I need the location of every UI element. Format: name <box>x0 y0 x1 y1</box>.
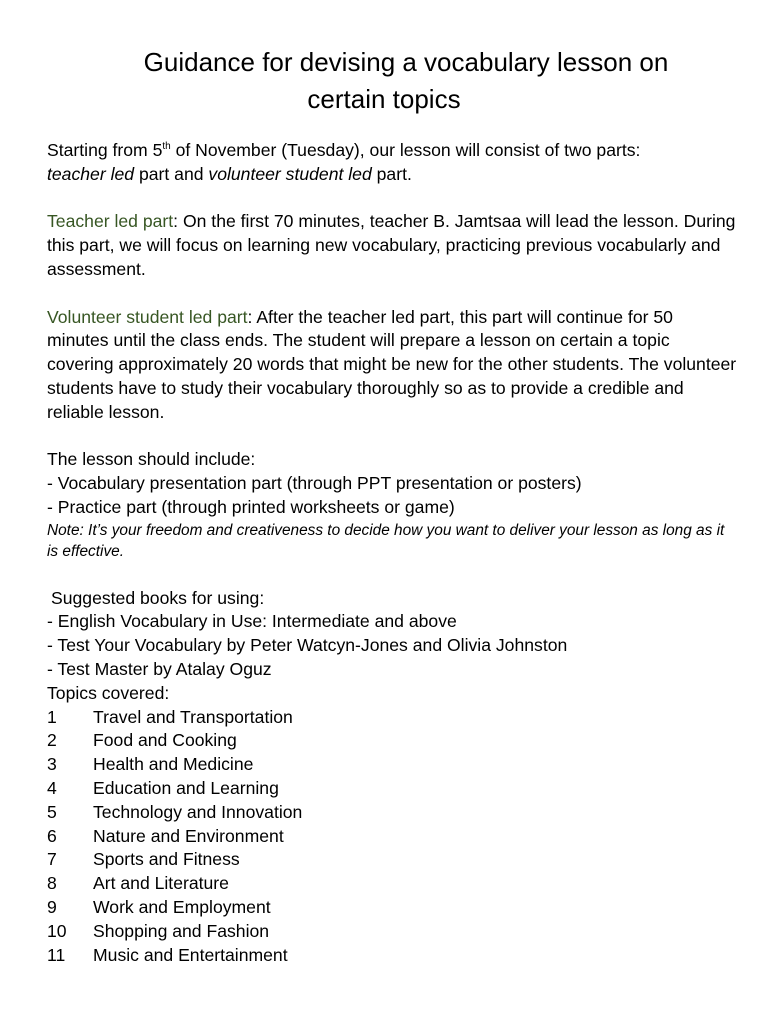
topic-number: 11 <box>47 944 66 965</box>
book-item: - English Vocabulary in Use: Intermediate and above <box>47 611 457 632</box>
document-body <box>47 139 737 967</box>
intro-start: Starting from 5 <box>47 140 163 160</box>
book-item: - Test Master by Atalay Oguz <box>47 658 272 679</box>
intro-paragraph <box>47 139 737 187</box>
topic-item <box>47 825 737 849</box>
topics-list <box>47 706 737 968</box>
topic-number: 6 <box>47 825 57 846</box>
topic-item <box>47 753 737 777</box>
topic-label: Sports and Fitness <box>93 849 240 870</box>
topic-number: 3 <box>47 754 57 775</box>
title-line-2: certain topics <box>307 84 461 114</box>
lesson-include-item: - Practice part (through printed worksheets or game) <box>47 496 455 517</box>
volunteer-part-heading: Volunteer student led part <box>47 306 248 327</box>
intro-mid: part and <box>134 163 209 184</box>
intro-part2: volunteer student led <box>208 163 372 184</box>
topic-item <box>47 872 737 896</box>
volunteer-part-paragraph <box>47 306 737 425</box>
topic-label: Technology and Innovation <box>93 801 303 822</box>
topic-label: Food and Cooking <box>93 730 237 751</box>
book-item: - Test Your Vocabulary by Peter Watcyn-Jones and Olivia Johnston <box>47 635 568 656</box>
topic-label: Work and Employment <box>93 896 271 917</box>
intro-rest: of November (Tuesday), our lesson will consist of two parts: <box>170 140 641 160</box>
teacher-part-paragraph <box>47 210 737 281</box>
lesson-include-item: - Vocabulary presentation part (through PPT presentation or posters) <box>47 473 582 494</box>
topic-item <box>47 848 737 872</box>
lesson-note: Note: It’s your freedom and creativeness to decide how you want to deliver your lesson as long as it is effective. <box>47 521 725 561</box>
books-heading: Suggested books for using: <box>51 587 265 608</box>
intro-part1: teacher led <box>47 163 135 184</box>
topic-number: 8 <box>47 873 57 894</box>
title-line-1: Guidance for devising a vocabulary lesson on <box>143 47 669 77</box>
topic-item <box>47 777 737 801</box>
topic-item <box>47 801 737 825</box>
volunteer-part-text: : After the teacher led part, this part will continue for 50 minutes until the class ends. The student will prepare a lesson on certain a topic covering approximately 20 words that might be new for the other students. The volunteer students have to study their vocabulary thoroughly so as to provide a credible and reliable lesson. <box>47 306 737 422</box>
document-title <box>0 44 768 118</box>
lesson-include-heading: The lesson should include: <box>47 449 256 470</box>
intro-superscript: th <box>162 141 171 152</box>
topic-number: 1 <box>47 706 57 727</box>
topic-item <box>47 706 737 730</box>
topic-number: 7 <box>47 849 57 870</box>
topic-item <box>47 944 737 968</box>
topic-item <box>47 920 737 944</box>
topic-label: Health and Medicine <box>93 754 254 775</box>
topic-number: 2 <box>47 730 57 751</box>
topic-number: 4 <box>47 777 57 798</box>
teacher-part-text: : On the first 70 minutes, teacher B. Jamtsaa will lead the lesson. During this part, we will focus on learning new vocabulary, practicing previous vocabularly and assessment. <box>47 211 736 279</box>
topics-heading: Topics covered: <box>47 682 170 703</box>
topic-label: Nature and Environment <box>93 825 284 846</box>
topic-label: Education and Learning <box>93 777 279 798</box>
topic-number: 5 <box>47 801 57 822</box>
topic-label: Art and Literature <box>93 873 229 894</box>
topic-label: Travel and Transportation <box>93 706 293 727</box>
topic-number: 9 <box>47 896 57 917</box>
topic-label: Music and Entertainment <box>93 944 288 965</box>
topic-number: 10 <box>47 920 67 941</box>
intro-end: part. <box>371 163 412 184</box>
teacher-part-heading: Teacher led part <box>47 211 174 232</box>
topic-item <box>47 896 737 920</box>
topic-label: Shopping and Fashion <box>93 920 270 941</box>
topic-item <box>47 729 737 753</box>
